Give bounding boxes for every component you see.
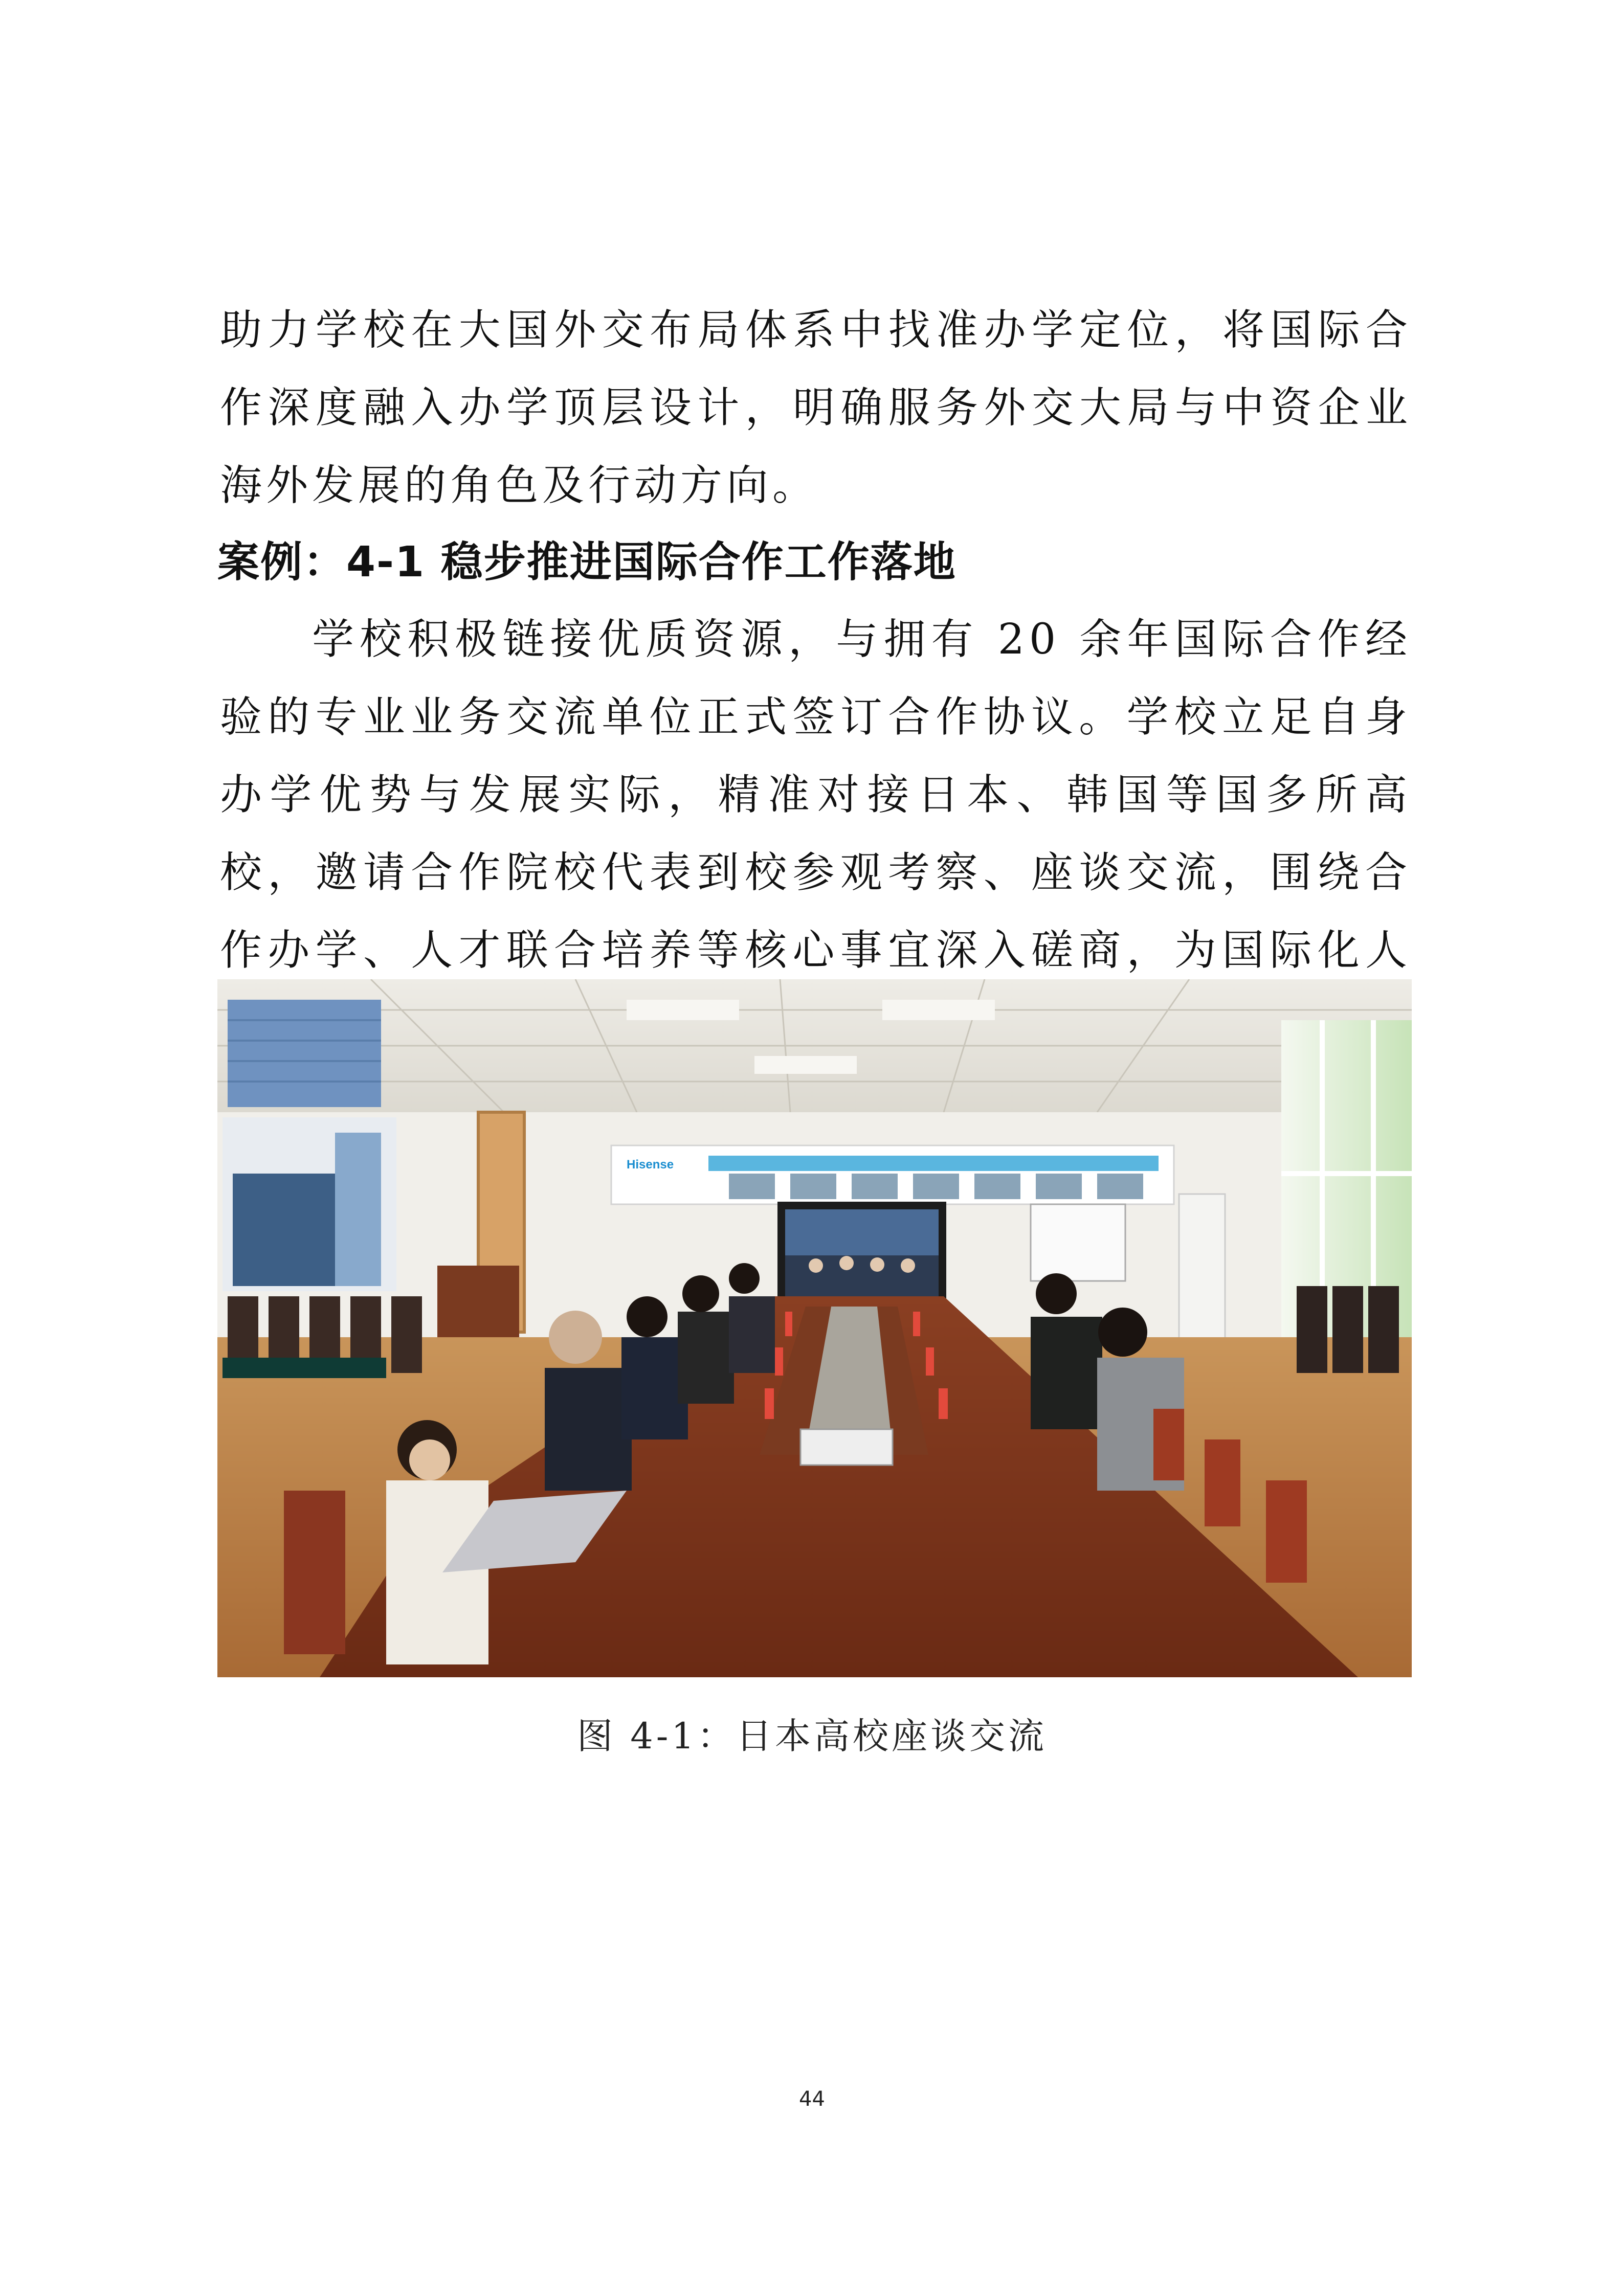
meeting-photo: [217, 979, 1412, 1677]
wall-logo-text: Hisense: [627, 1158, 674, 1172]
body-paragraph-1: 助力学校在大国外交布局体系中找准办学定位，将国际合作深度融入办学顶层设计，明确服务外交大局与中资企业海外发展的角色及行动方向。: [220, 306, 1412, 510]
body-paragraph-2: 学校积极链接优质资源，与拥有 20 余年国际合作经验的专业业务交流单位正式签订合作协议。学校立足自身办学优势与发展实际，精准对接日本、韩国等国多所高校，邀请合作院校代表到校参观考察、座谈交流，围绕合作办学、人才联合培养等核心事宜深入磋商，为国际化人: [220, 615, 1412, 975]
page-number: 44: [799, 2087, 825, 2111]
meeting-room-illustration: [217, 979, 1412, 1677]
case-heading: 案例：4-1 稳步推进国际合作工作落地: [217, 538, 956, 587]
figure-caption: 图 4-1：日本高校座谈交流: [577, 1715, 1047, 1757]
